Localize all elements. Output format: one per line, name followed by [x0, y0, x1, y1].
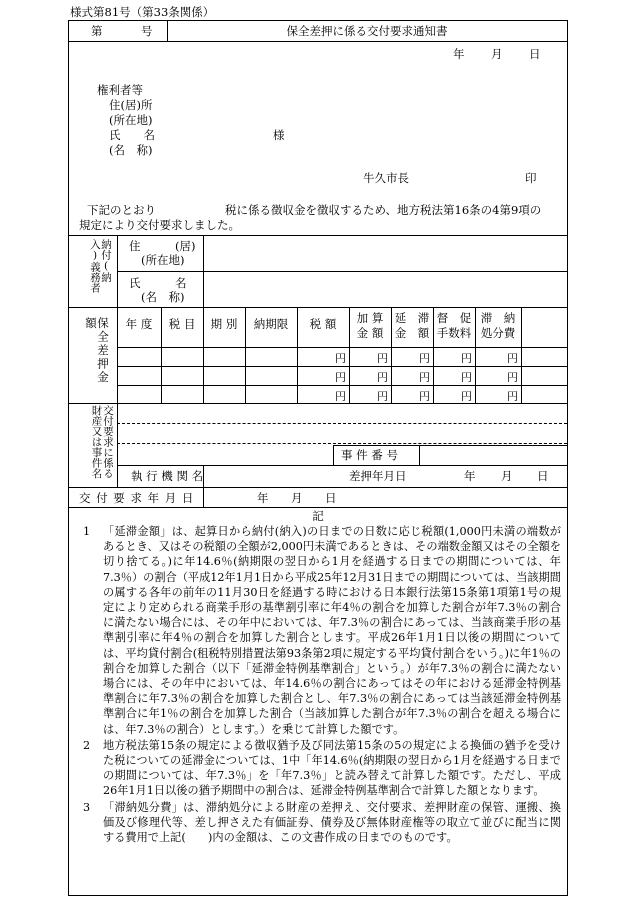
yen-unit: 円: [377, 352, 388, 365]
yen-unit: 円: [507, 352, 518, 365]
table-header-cell: 税 目: [168, 317, 196, 331]
yen-unit: 円: [335, 390, 346, 403]
note-number: 2: [83, 738, 91, 752]
note-text: 地方税法第15条の規定による徴収猶予及び同法第15条の5の規定による換価の猶予を受けた税についての延滞金については、1中「年14.6％(納期限の翌日から1月を経過する日までの期間については、年7.3％」を「年7.3％」と読み替えて計算した額です。ただし、平成26年1月1日以後の猶予期間中の割合は、延滞金特例基準割合で計算した額となります。: [103, 738, 561, 798]
addressee-label: 権利者等: [97, 83, 143, 97]
table-row-line: [117, 366, 567, 367]
taxpayer-side-label: 納付(納入)義務者: [89, 239, 112, 293]
yen-unit: 円: [461, 371, 472, 384]
intro-line2: 規定により交付要求しました。: [79, 218, 240, 232]
addressee-address-alt: (所在地): [109, 113, 153, 127]
table-header-cell: 加 算: [356, 311, 384, 325]
document-title: 保全差押に係る交付要求通知書: [286, 24, 448, 38]
yen-unit: 円: [419, 352, 430, 365]
table-row-line: [117, 385, 567, 386]
date-day: 日: [529, 47, 541, 61]
table-header-cell: 金 額: [394, 326, 430, 340]
table-header-cell: 滞 納: [480, 311, 516, 325]
notes-list: [79, 524, 561, 846]
form-frame: [68, 20, 568, 896]
request-date-month: 月: [291, 491, 303, 505]
yen-unit: 円: [419, 371, 430, 384]
addressee-name-alt: (名 称): [109, 143, 153, 157]
yen-unit: 円: [377, 371, 388, 384]
table-header-cell: 督 促: [436, 311, 472, 325]
taxpayer-name: 氏 名: [129, 276, 187, 290]
taxpayer-name-alt: (名 称): [141, 290, 185, 304]
table-header-cell: 手数料: [436, 326, 472, 340]
request-date-year: 年: [257, 491, 269, 505]
table-header-cell: 期 別: [210, 317, 238, 331]
executing-agency-label: 執 行 機 関 名: [131, 469, 204, 483]
yen-unit: 円: [419, 390, 430, 403]
table-header-cell: 税 額: [309, 317, 337, 331]
note-text: 「滞納処分費」は、滞納処分による財産の差押え、交付要求、差押財産の保管、運搬、換価及び修理代等、差し押さえた有価証券、債券及び無体財産権等の取立て並びに配当に関する費用で上記( )内の金額は、この文書作成の日までのものです。: [103, 800, 561, 845]
yen-unit: 円: [335, 371, 346, 384]
yen-unit: 円: [377, 390, 388, 403]
note-item: [79, 524, 561, 737]
note-item: [79, 738, 561, 799]
seizure-date-label: 差押年月日: [349, 469, 407, 483]
intro-line1-b: 税に係る徴収金を徴収するため、地方税法第16条の4第9項の: [225, 203, 542, 217]
table-header-line: [117, 347, 567, 348]
yen-unit: 円: [335, 352, 346, 365]
date-year: 年: [453, 47, 465, 61]
table-header-cell: 処分費: [480, 326, 516, 340]
header-go: 号: [141, 24, 153, 38]
taxpayer-address-alt: (所在地): [141, 253, 185, 267]
addressee-address: 住(居)所: [109, 98, 153, 112]
table-header-cell: 延 滞: [394, 311, 430, 325]
table-header-cell: 年 度: [125, 317, 153, 331]
date-month: 月: [491, 47, 503, 61]
taxpayer-address: 住 (居): [129, 239, 196, 253]
yen-unit: 円: [507, 371, 518, 384]
request-date-label: 交 付 要 求 年 月 日: [79, 491, 195, 505]
seizure-month: 月: [501, 469, 513, 483]
seizure-day: 日: [537, 469, 549, 483]
addressee-name: 氏 名: [109, 128, 155, 142]
notes-title: 記: [312, 509, 324, 523]
table-column-line: [521, 307, 522, 403]
issuer-name: 牛久市長: [363, 171, 409, 185]
form-number: 様式第81号（第33条関係）: [70, 5, 215, 19]
yen-unit: 円: [507, 390, 518, 403]
case-number-label: 事 件 番 号: [341, 448, 398, 462]
header-dai: 第: [91, 24, 103, 38]
property-side-label: 交付要求に係る財産又は事件名: [90, 405, 114, 479]
intro-line1-a: 下記のとおり: [87, 203, 156, 217]
issuer-seal: 印: [525, 171, 537, 185]
seizure-year: 年: [464, 469, 476, 483]
note-number: 3: [83, 800, 91, 814]
request-date-day: 日: [325, 491, 337, 505]
amount-side-label: 保全差押金額: [84, 317, 110, 385]
table-header-cell: 納期限: [253, 317, 289, 331]
note-number: 1: [83, 525, 91, 538]
addressee-honorific: 様: [273, 128, 285, 142]
note-text: 「延滞金額」は、起算日から納付(納入)の日までの日数に応じ税額(1,000円未満の端数があるとき、又はその税額の全額が2,000円未満であるときは、その端数金額又はその全額を切り捨てる。)に年14.6％(納期限の翌日から1月を経過する日までの期間については、年7.3％）の割合（平成12年1月1日から平成25年12月31日までの期間については、当該期間の属する各年の前年の11月30日を経過する時における日本銀行法第15条第1項第1号の規定により定められる商業手形の基準割引率に年4％の割合を加算した割合が年7.3％の割合に満たない場合には、その年中においては、年7.3％の割合にあっては、当該商業手形の基準割引率に年4％の割合を加算した割合とします。平成26年1月1日以後の期間については、平均貸付割合(租税特別措置法第93条第2項に規定する平均貸付割合をいう。)に年1％の割合を加算した割合（以下「延滞金特例基準割合」という。）が年7.3％の割合に満たない場合には、その年中においては、年14.6％の割合にあってはその年における延滞金特例基準割合に年7.3％の割合を加算した割合とし、年7.3％の割合にあっては当該延滞金特例基準割合に年1％の割合を加算した割合（当該加算した割合が年7.3％の割合を超える場合には、年7.3％の割合）とします。）を乗じて計算した額です。: [103, 525, 561, 736]
yen-unit: 円: [461, 390, 472, 403]
note-item: [79, 800, 561, 846]
table-header-cell: 金 額: [356, 326, 384, 340]
yen-unit: 円: [461, 352, 472, 365]
